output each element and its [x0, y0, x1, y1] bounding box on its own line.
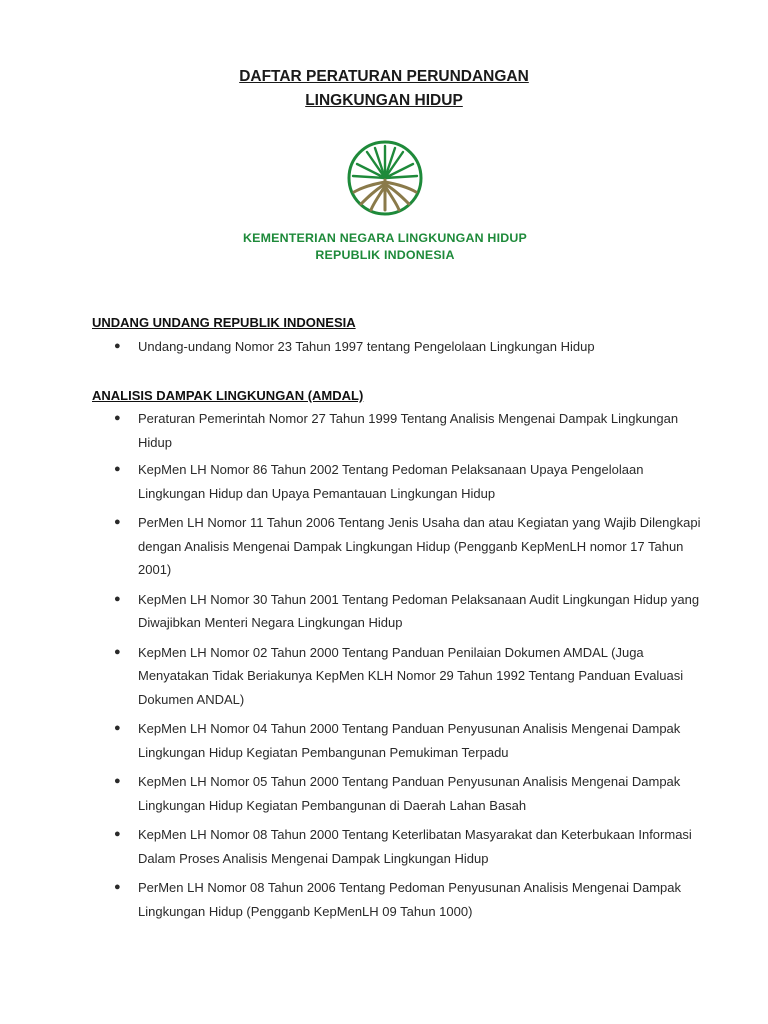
list-item-text: Undang-undang Nomor 23 Tahun 1997 tentang Pengelolaan Lingkungan Hidup	[138, 339, 595, 354]
list-item-text: Peraturan Pemerintah Nomor 27 Tahun 1999 Tentang Analisis Mengenai Dampak Lingkungan Hidup	[138, 411, 679, 450]
bullet-icon: ●	[114, 645, 121, 658]
list-item-text: KepMen LH Nomor 04 Tahun 2000 Tentang Panduan Penyusunan Analisis Mengenai Dampak Lingkungan Hidup Kegiatan Pembangunan Pemukiman Terpadu	[138, 721, 681, 760]
list-item	[92, 588, 712, 635]
list-item-text: KepMen LH Nomor 02 Tahun 2000 Tentang Panduan Penilaian Dokumen AMDAL (Juga Menyatakan Tidak Beriakunya KepMen KLH Nomor 29 Tahun 1992 Tentang Panduan Evaluasi Dokumen ANDAL)	[138, 644, 684, 707]
list-item	[92, 876, 712, 923]
list-item-text: KepMen LH Nomor 08 Tahun 2000 Tentang Keterlibatan Masyarakat dan Keterbukaan Informasi Dalam Proses Analisis Mengenai Dampak Lingkungan Hidup	[138, 827, 692, 866]
bullet-icon: ●	[114, 592, 121, 605]
list-item	[92, 823, 712, 870]
bullet-icon: ●	[114, 340, 121, 352]
bullet-icon: ●	[114, 412, 121, 424]
list-amdal	[92, 407, 712, 923]
logo-text-ministry: KEMENTERIAN NEGARA LINGKUNGAN HIDUP	[243, 231, 527, 245]
ministry-logo	[230, 138, 540, 268]
list-item-text: KepMen LH Nomor 86 Tahun 2002 Tentang Pedoman Pelaksanaan Upaya Pengelolaan Lingkungan Hidup dan Upaya Pemantauan Lingkungan Hidup	[138, 462, 644, 501]
list-undang-undang	[92, 335, 712, 359]
logo-text-country: REPUBLIK INDONESIA	[315, 248, 455, 262]
section-heading-amdal: ANALISIS DAMPAK LINGKUNGAN (AMDAL)	[92, 388, 364, 403]
bullet-icon: ●	[114, 775, 121, 787]
list-item	[92, 770, 712, 817]
document-title-line1: DAFTAR PERATURAN PERUNDANGAN	[239, 68, 529, 85]
list-item	[92, 407, 712, 454]
list-item-text: PerMen LH Nomor 11 Tahun 2006 Tentang Jenis Usaha dan atau Kegiatan yang Wajib Dilengkapi dengan Analisis Mengenai Dampak Lingkungan Hidup (Pengganb KepMenLH nomor 17 Tahun 2001)	[138, 515, 701, 577]
list-item	[92, 641, 712, 712]
tree-roots-emblem-icon	[345, 138, 425, 218]
list-item-text: PerMen LH Nomor 08 Tahun 2006 Tentang Pedoman Penyusunan Analisis Mengenai Dampak Lingkungan Hidup (Pengganb KepMenLH 09 Tahun 1000)	[138, 880, 681, 919]
list-item-text: KepMen LH Nomor 30 Tahun 2001 Tentang Pedoman Pelaksanaan Audit Lingkungan Hidup yang Diwajibkan Menteri Negara Lingkungan Hidup	[138, 591, 700, 630]
list-item	[92, 335, 712, 359]
list-item	[92, 717, 712, 764]
section-heading-undang-undang: UNDANG UNDANG REPUBLIK INDONESIA	[92, 315, 356, 330]
list-item	[92, 511, 712, 582]
bullet-icon: ●	[114, 881, 121, 893]
bullet-icon: ●	[114, 516, 121, 528]
list-item-text: KepMen LH Nomor 05 Tahun 2000 Tentang Panduan Penyusunan Analisis Mengenai Dampak Lingkungan Hidup Kegiatan Pembangunan di Daerah Lahan Basah	[138, 774, 681, 813]
bullet-icon: ●	[114, 463, 121, 475]
bullet-icon: ●	[114, 828, 121, 840]
bullet-icon: ●	[114, 722, 121, 734]
document-title-line2: LINGKUNGAN HIDUP	[305, 92, 463, 109]
list-item	[92, 458, 712, 505]
